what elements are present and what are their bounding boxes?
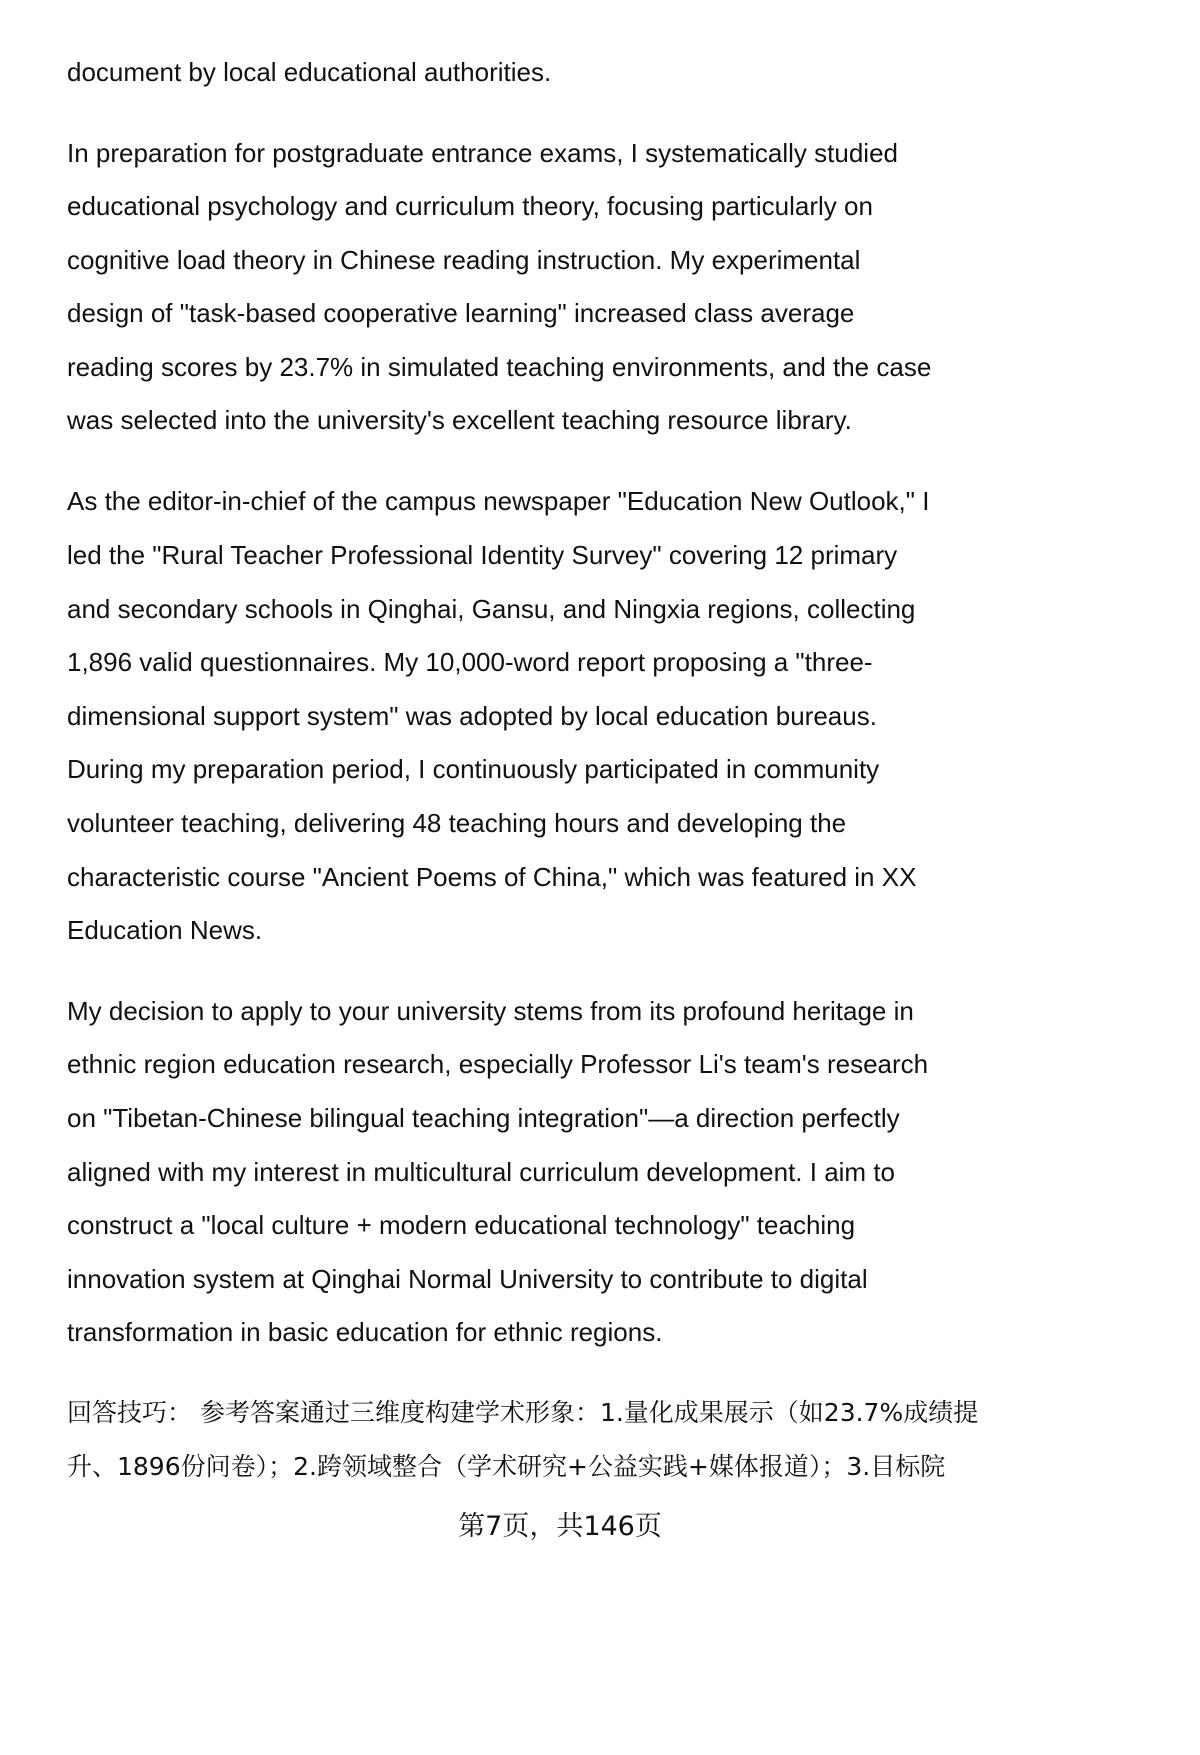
text-line: Education News. bbox=[67, 915, 263, 945]
text-line: innovation system at Qinghai Normal University to contribute to digital bbox=[67, 1264, 868, 1294]
text-line: design of "task-based cooperative learning" increased class average bbox=[67, 298, 855, 328]
text-line: on "Tibetan-Chinese bilingual teaching integration"—a direction perfectly bbox=[67, 1103, 900, 1133]
tips-line: 升、1896份问卷）；2.跨领域整合（学术研究+公益实践+媒体报道）；3.目标院 bbox=[67, 1452, 946, 1481]
text-line: volunteer teaching, delivering 48 teaching hours and developing the bbox=[67, 808, 847, 838]
text-line: led the "Rural Teacher Professional Identity Survey" covering 12 primary bbox=[67, 540, 898, 570]
text-line: educational psychology and curriculum theory, focusing particularly on bbox=[67, 191, 873, 221]
text-line: and secondary schools in Qinghai, Gansu, and Ningxia regions, collecting bbox=[67, 594, 916, 624]
tips-line: 回答技巧： 参考答案通过三维度构建学术形象：1.量化成果展示（如23.7%成绩提 bbox=[67, 1398, 979, 1427]
text-line: cognitive load theory in Chinese reading instruction. My experimental bbox=[67, 245, 861, 275]
text-line: characteristic course "Ancient Poems of China," which was featured in XX bbox=[67, 862, 917, 892]
text-line: During my preparation period, I continuously participated in community bbox=[67, 754, 880, 784]
text-line: construct a "local culture + modern educational technology" teaching bbox=[67, 1210, 856, 1240]
text-line: aligned with my interest in multicultural curriculum development. I aim to bbox=[67, 1157, 896, 1187]
page-number: 第7页，共146页 bbox=[458, 1511, 662, 1542]
text-line: was selected into the university's excellent teaching resource library. bbox=[67, 405, 852, 435]
text-line: ethnic region education research, especially Professor Li's team's research bbox=[67, 1049, 929, 1079]
text-line: reading scores by 23.7% in simulated teaching environments, and the case bbox=[67, 352, 932, 382]
text-line: In preparation for postgraduate entrance exams, I systematically studied bbox=[67, 138, 898, 168]
text-line: My decision to apply to your university stems from its profound heritage in bbox=[67, 996, 914, 1026]
text-line: document by local educational authorities. bbox=[67, 57, 552, 87]
text-line: dimensional support system" was adopted by local education bureaus. bbox=[67, 701, 877, 731]
text-line: 1,896 valid questionnaires. My 10,000-word report proposing a "three- bbox=[67, 647, 873, 677]
text-line: As the editor-in-chief of the campus newspaper "Education New Outlook," I bbox=[67, 486, 930, 516]
text-line: transformation in basic education for ethnic regions. bbox=[67, 1317, 663, 1347]
